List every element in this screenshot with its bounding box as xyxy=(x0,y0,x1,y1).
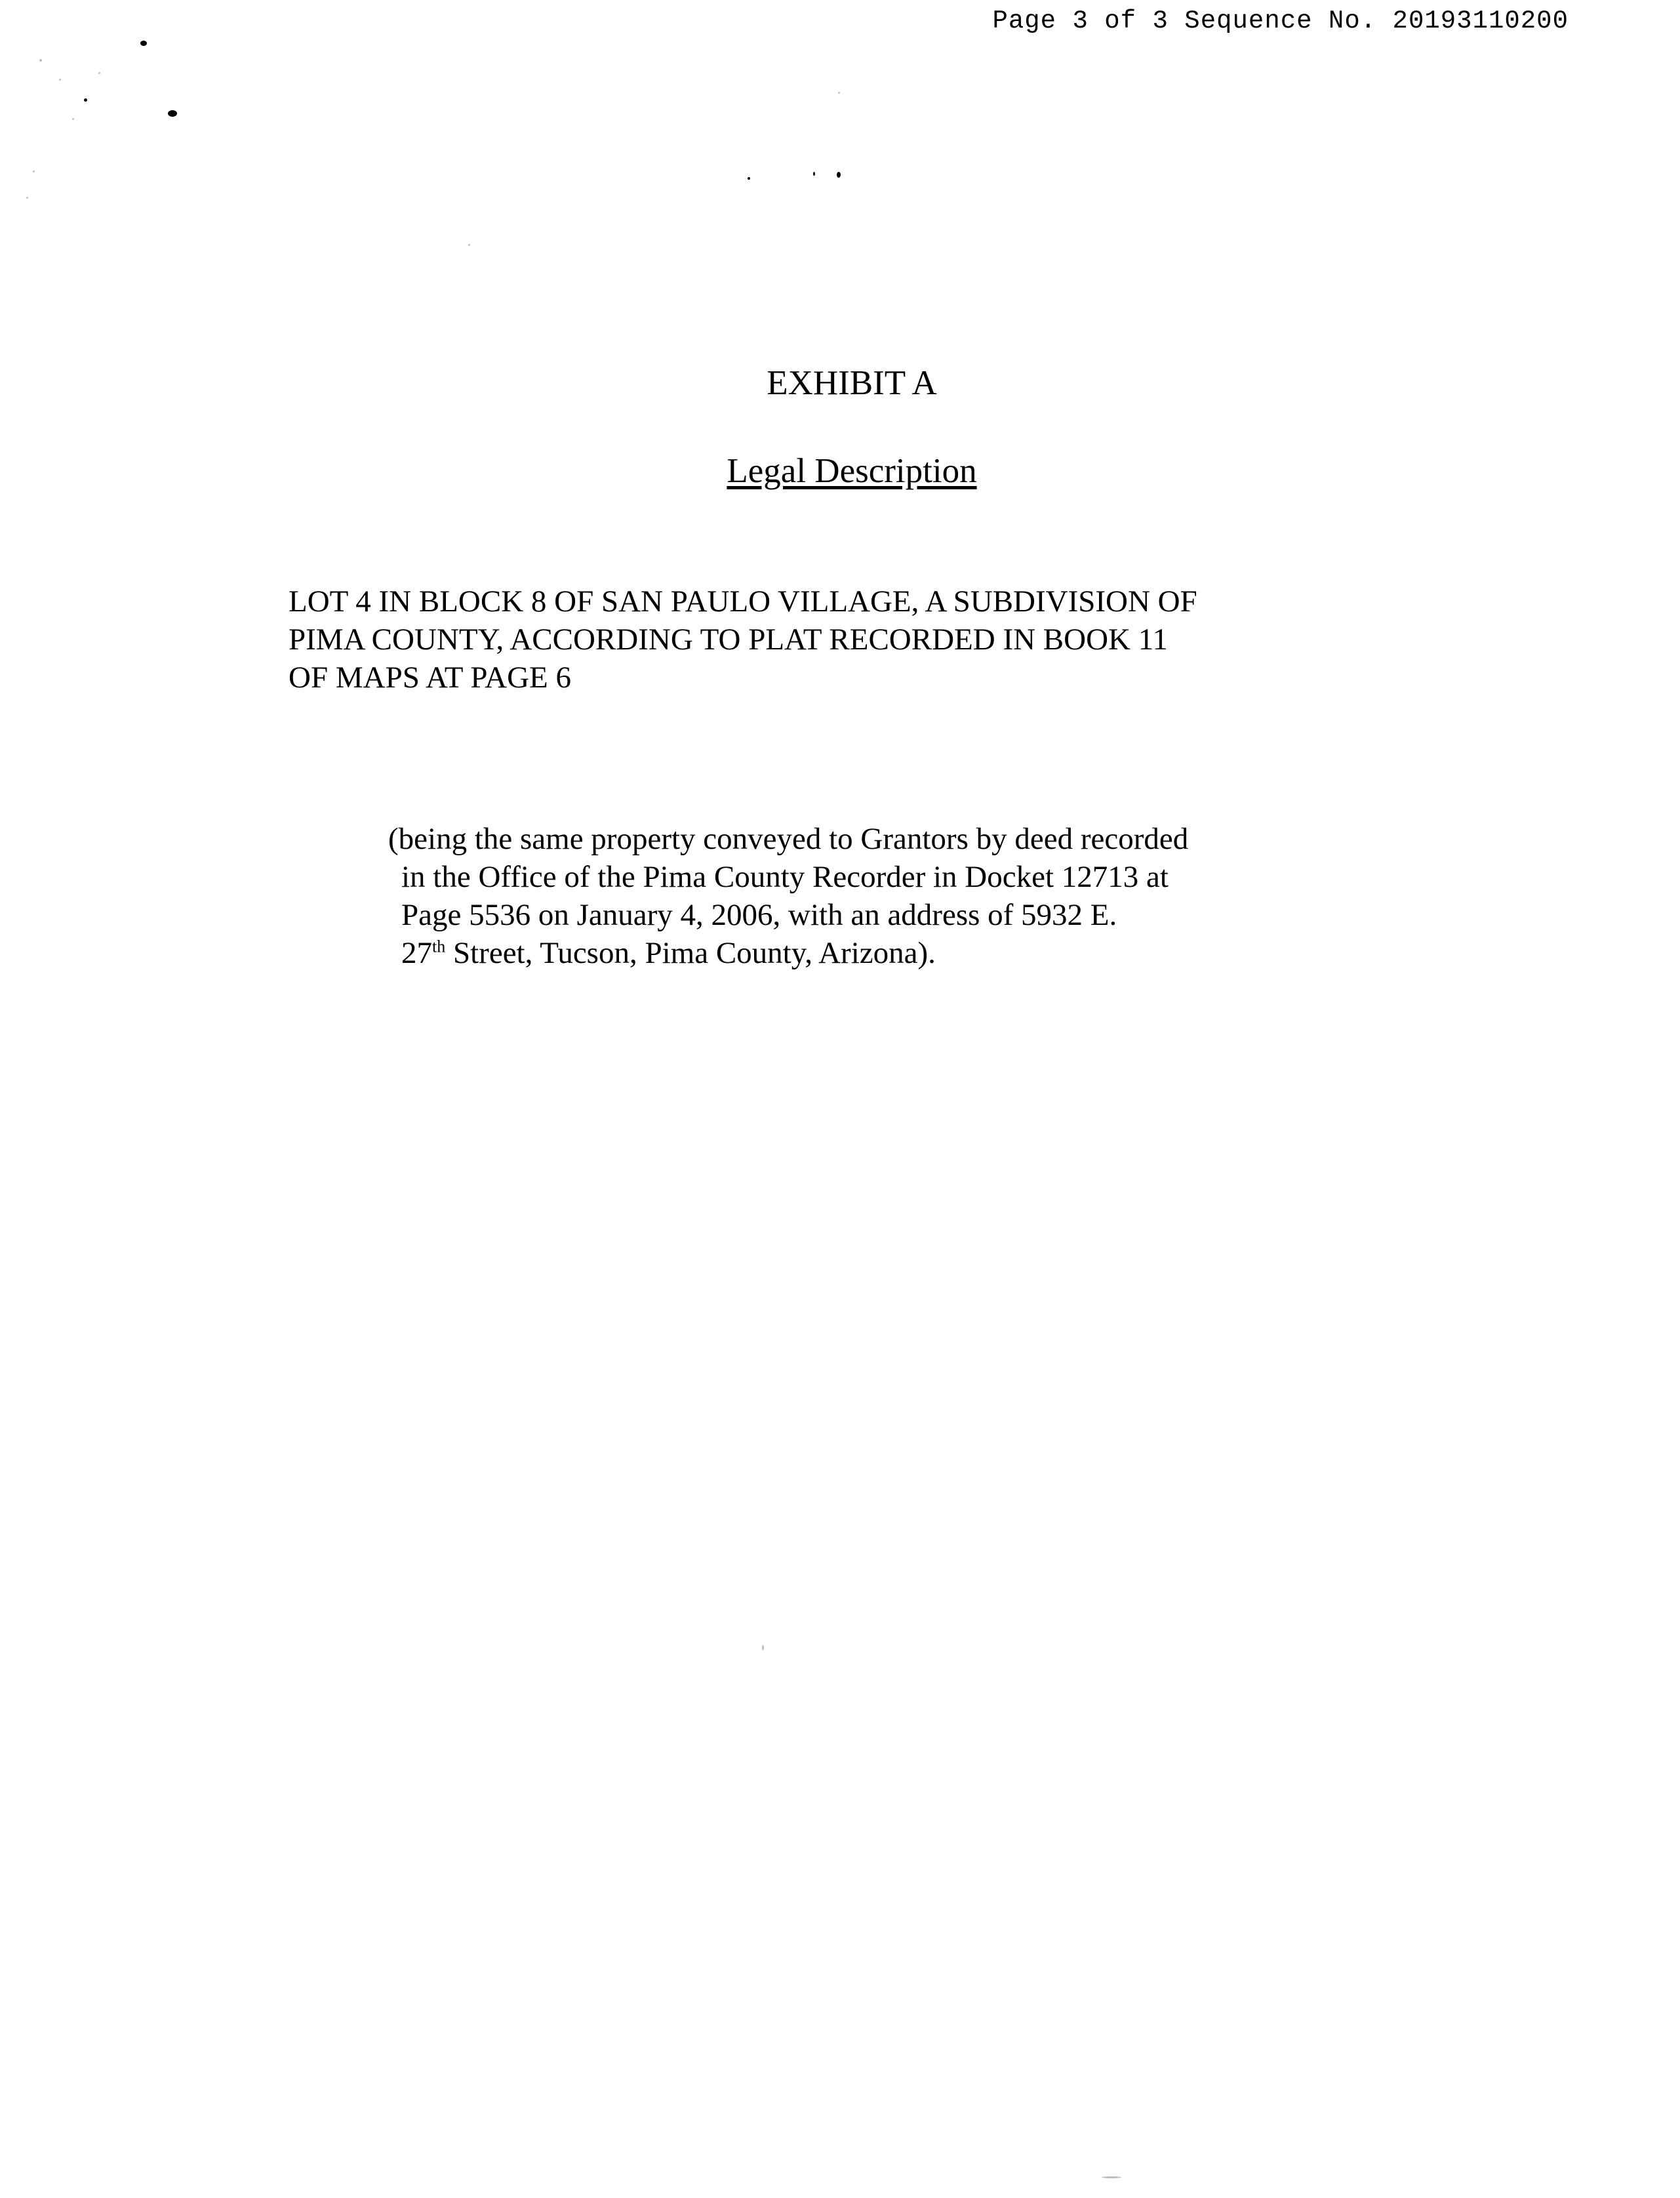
ordinal-suffix: th xyxy=(432,937,446,956)
legal-description-line: LOT 4 IN BLOCK 8 OF SAN PAULO VILLAGE, A SUBDIVISION OF xyxy=(289,584,1197,619)
property-note-line xyxy=(388,934,1188,972)
page-sequence-stamp: Page 3 of 3 Sequence No. 20193110200 xyxy=(992,7,1569,35)
property-note xyxy=(388,820,1188,972)
exhibit-subtitle: Legal Description xyxy=(727,452,977,490)
property-note-line: Page 5536 on January 4, 2006, with an address of 5932 E. xyxy=(401,898,1117,932)
exhibit-title: EXHIBIT A xyxy=(767,364,937,402)
street-number: 27 xyxy=(401,936,432,970)
legal-description xyxy=(289,582,1197,697)
property-note-line: (being the same property conveyed to Grantors by deed recorded xyxy=(388,822,1189,856)
legal-description-line: OF MAPS AT PAGE 6 xyxy=(289,661,572,695)
property-note-line: in the Office of the Pima County Recorder in Docket 12713 at xyxy=(401,860,1169,894)
legal-description-line: PIMA COUNTY, ACCORDING TO PLAT RECORDED IN BOOK 11 xyxy=(289,622,1168,657)
address-rest: Street, Tucson, Pima County, Arizona). xyxy=(445,936,936,970)
